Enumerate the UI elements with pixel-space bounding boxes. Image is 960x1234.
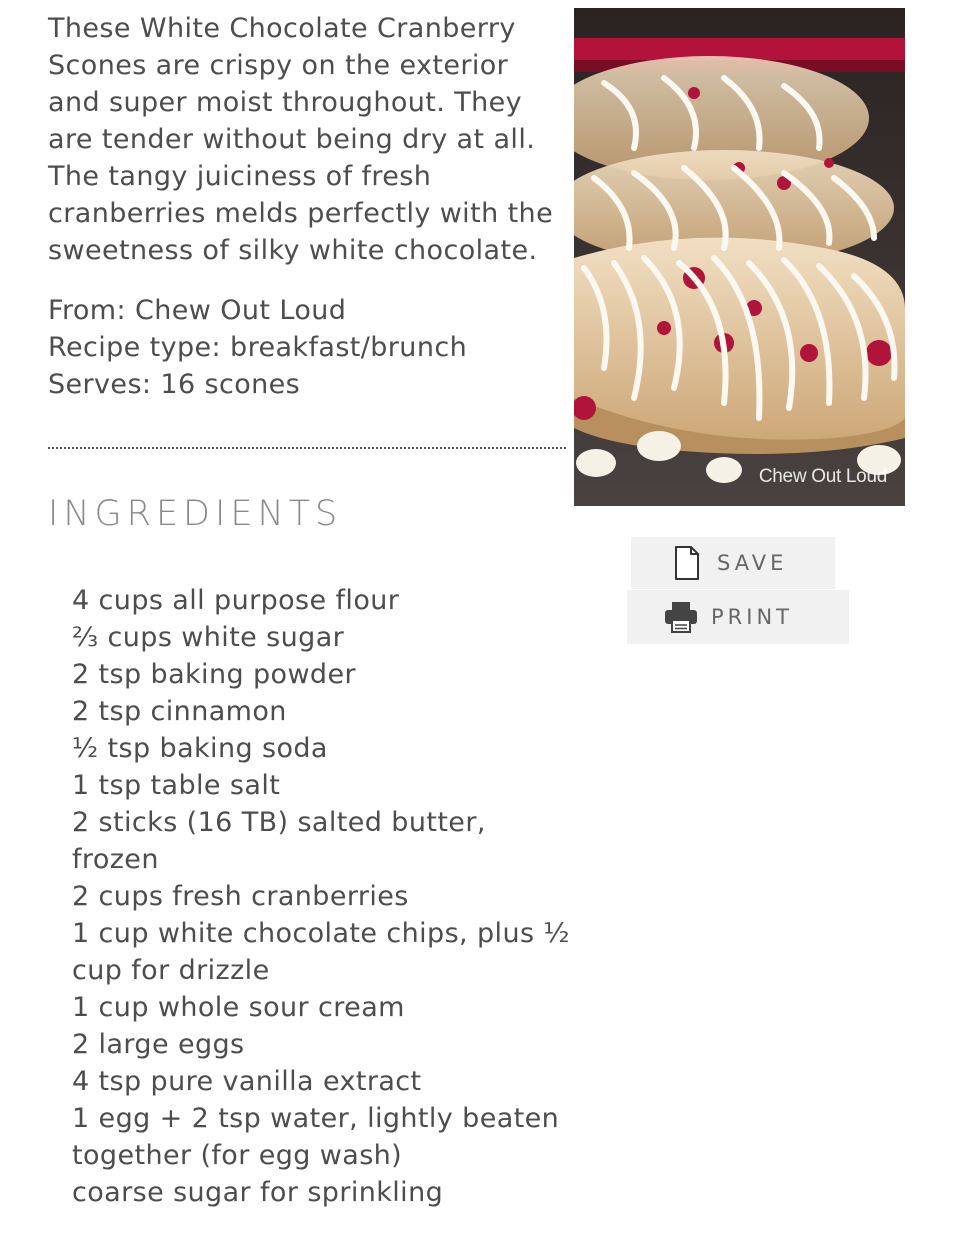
ingredients-list — [72, 582, 572, 1211]
printer-icon — [663, 599, 699, 635]
photo-watermark: Chew Out Loud — [758, 466, 887, 487]
ingredient-item: 1 cup white chocolate chips, plus ½ cup for drizzle — [72, 918, 570, 986]
ingredient-item: ⅔ cups white sugar — [72, 622, 345, 653]
ingredient-item: 2 cups fresh cranberries — [72, 881, 409, 912]
recipe-meta — [48, 292, 568, 403]
ingredient-item: 2 sticks (16 TB) salted butter, frozen — [72, 807, 486, 875]
ingredient-item: 1 tsp table salt — [72, 770, 281, 801]
recipe-source: From: Chew Out Loud — [48, 295, 347, 326]
ingredient-item: 4 tsp pure vanilla extract — [72, 1066, 422, 1097]
dotted-divider — [48, 447, 566, 449]
ingredients-heading: INGREDIENTS — [48, 494, 343, 534]
ingredient-item: ½ tsp baking soda — [72, 733, 328, 764]
recipe-type: Recipe type: breakfast/brunch — [48, 332, 468, 363]
document-icon — [669, 545, 705, 581]
ingredient-item: 2 tsp baking powder — [72, 659, 356, 690]
save-label: SAVE — [717, 551, 788, 575]
recipe-serves: Serves: 16 scones — [48, 369, 301, 400]
save-button[interactable] — [631, 537, 835, 589]
ingredient-item: 4 cups all purpose flour — [72, 585, 400, 616]
ingredient-item: 1 egg + 2 tsp water, lightly beaten together (for egg wash) — [72, 1103, 560, 1171]
ingredient-item: 2 tsp cinnamon — [72, 696, 287, 727]
ingredient-item: 2 large eggs — [72, 1029, 245, 1060]
ingredient-item: 1 cup whole sour cream — [72, 992, 405, 1023]
recipe-photo — [574, 8, 905, 506]
ingredient-item: coarse sugar for sprinkling — [72, 1177, 444, 1208]
print-label: PRINT — [711, 605, 793, 629]
scones-photo-illustration — [574, 8, 905, 506]
recipe-description: These White Chocolate Cranberry Scones are crispy on the exterior and super moist throughout. They are tender without being dry at all. The tangy juiciness of fresh cranberries melds perfectly with the sweetness of silky white chocolate. — [48, 13, 554, 266]
print-button[interactable] — [627, 590, 849, 644]
